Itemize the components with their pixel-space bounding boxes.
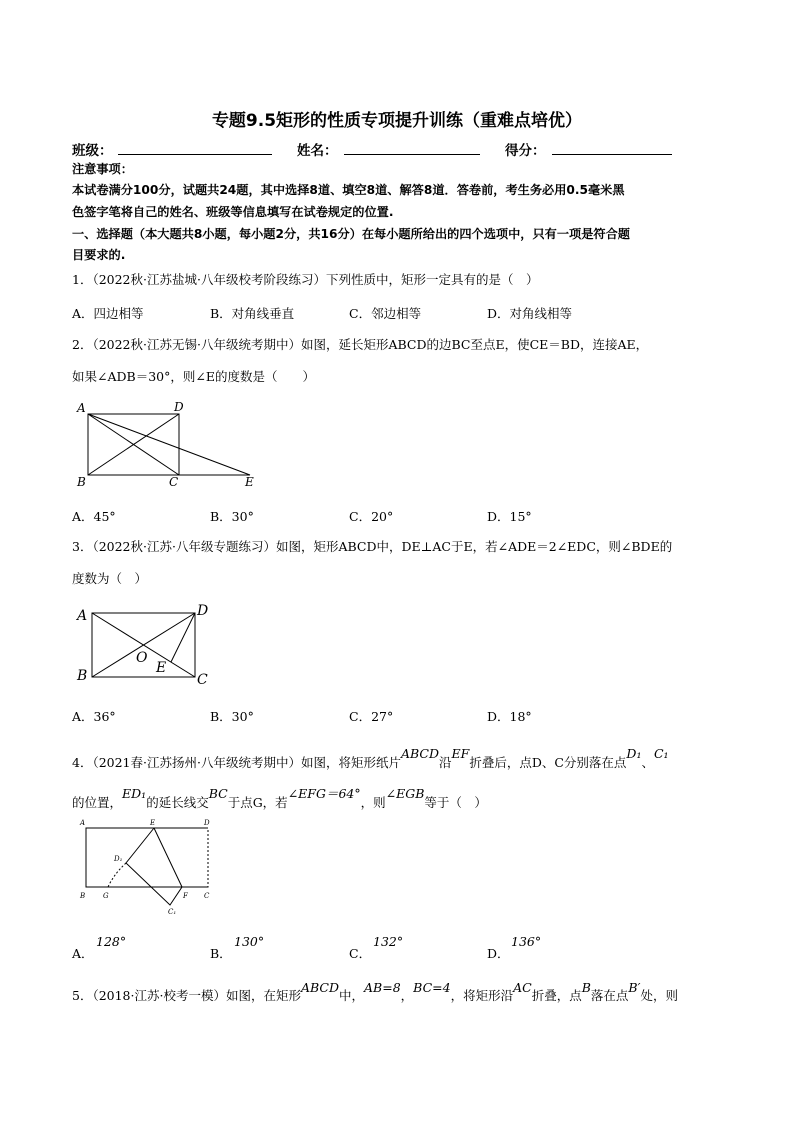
- q1-option-c[interactable]: C．邻边相等: [349, 306, 422, 321]
- q5-math-abcd: ABCD: [300, 980, 339, 995]
- q4-option-b-value[interactable]: 130°: [234, 934, 265, 949]
- q4-math-abcd: ABCD: [400, 746, 439, 761]
- q5-math-b: B: [581, 980, 591, 995]
- q4-math-efg: ∠EFG＝64°: [287, 786, 361, 801]
- q4-label-g: G: [103, 892, 109, 900]
- q4-math-d1: D₁: [626, 746, 642, 761]
- q2-option-d[interactable]: D．15°: [487, 509, 532, 524]
- q2-option-a[interactable]: A．45°: [72, 509, 116, 524]
- q3-label-b: B: [77, 668, 88, 684]
- q3-label-e: E: [156, 660, 167, 676]
- q5-text: ，: [400, 988, 414, 1003]
- q1-option-a[interactable]: A．四边相等: [72, 306, 144, 321]
- q4-text: 等于（ ）: [424, 795, 487, 810]
- q4-label-d: D: [204, 819, 210, 827]
- q4-math-bc: BC: [208, 786, 228, 801]
- q5-text: 处，则: [640, 988, 678, 1003]
- q3-stem-line2: 度数为（ ）: [72, 571, 148, 586]
- q4-text: ，则: [360, 795, 386, 810]
- section-heading-line2: 目要求的.: [72, 248, 126, 262]
- class-field[interactable]: [118, 138, 272, 155]
- q4-text: 于点G，若: [227, 795, 288, 810]
- q2-label-e: E: [245, 475, 254, 489]
- q1-option-d[interactable]: D．对角线相等: [487, 306, 573, 321]
- section-heading-line1: 一、选择题（本大题共8小题，每小题2分，共16分）在每小题所给出的四个选项中，只有一项是符合题: [72, 227, 630, 241]
- q4-math-ef: EF: [451, 746, 470, 761]
- name-field[interactable]: [344, 138, 480, 155]
- q3-label-o: O: [136, 650, 148, 666]
- q5-text: 落在点: [590, 988, 629, 1003]
- q2-option-b[interactable]: B．30°: [210, 509, 254, 524]
- q5-math-ab: AB=8: [364, 980, 401, 995]
- q3-figure: [70, 600, 220, 690]
- q4-option-d-label[interactable]: D．: [487, 946, 510, 961]
- q4-option-c-value[interactable]: 132°: [373, 934, 404, 949]
- q4-text: 的位置，: [72, 795, 123, 810]
- q4-label-d1: D₁: [114, 855, 123, 863]
- q5-text: 5．（2018·江苏·校考一模）如图，在矩形: [72, 988, 301, 1003]
- q2-label-d: D: [174, 400, 184, 414]
- q4-label-e: E: [150, 819, 156, 827]
- q4-text: 、: [641, 755, 654, 770]
- q3-label-a: A: [77, 608, 88, 624]
- q4-fold-line-ef: [154, 828, 182, 887]
- q5-text: 折叠，点: [531, 988, 582, 1003]
- q3-option-d[interactable]: D．18°: [487, 709, 532, 724]
- q5-math-ac: AC: [513, 980, 532, 995]
- q2-stem-line1: 2．（2022秋·江苏无锡·八年级统考期中）如图，延长矩形ABCD的边BC至点E，使CE＝BD，连接AE，: [72, 337, 649, 352]
- q3-label-d: D: [197, 603, 209, 619]
- q3-option-c[interactable]: C．27°: [349, 709, 394, 724]
- q2-label-b: B: [77, 475, 86, 489]
- q3-option-a[interactable]: A．36°: [72, 709, 116, 724]
- q1-stem: 1．（2022秋·江苏盐城·八年级校考阶段练习）下列性质中，矩形一定具有的是（ ）: [72, 272, 539, 287]
- q4-option-a-value[interactable]: 128°: [96, 934, 127, 949]
- q4-text: 沿: [439, 755, 452, 770]
- q5-math-bc: BC=4: [413, 980, 451, 995]
- q4-figure: [70, 814, 220, 920]
- q4-math-ed1: ED₁: [122, 786, 147, 801]
- q2-segment-ae: [88, 414, 250, 475]
- name-label: 姓名：: [297, 143, 338, 159]
- q4-label-b: B: [80, 892, 86, 900]
- q3-label-c: C: [197, 672, 208, 688]
- q4-stem-line2: [72, 786, 487, 811]
- q4-math-c1: C₁: [653, 746, 669, 761]
- q5-text: ，将矩形沿: [450, 988, 514, 1003]
- notice-title: 注意事项：: [72, 162, 133, 176]
- q5-math-b-prime: B′: [628, 980, 641, 995]
- notice-text-line2: 色签字笔将自己的姓名、班级等信息填写在试卷规定的位置.: [72, 205, 394, 219]
- q4-math-egb: ∠EGB: [385, 786, 425, 801]
- q4-label-c1: C₁: [168, 908, 177, 916]
- q4-folded-flap: [126, 828, 182, 905]
- class-label: 班级：: [72, 143, 113, 159]
- score-field[interactable]: [552, 138, 672, 155]
- q4-folded-part-dotted: [154, 828, 208, 887]
- q4-text: 的延长线交: [146, 795, 209, 810]
- q4-text: 折叠后，点D、C分别落在点: [469, 755, 627, 770]
- q2-label-c: C: [169, 475, 179, 489]
- q2-option-c[interactable]: C．20°: [349, 509, 394, 524]
- q2-label-a: A: [77, 401, 86, 415]
- q4-option-a-label[interactable]: A．: [72, 946, 94, 961]
- q4-label-a: A: [80, 819, 86, 827]
- q4-option-b-label[interactable]: B．: [210, 946, 232, 961]
- score-label: 得分：: [505, 143, 546, 159]
- q1-option-b[interactable]: B．对角线垂直: [210, 306, 295, 321]
- q3-stem-line1: 3．（2022秋·江苏·八年级专题练习）如图，矩形ABCD中，DE⊥AC于E，若∠ADE＝2∠EDC，则∠BDE的: [72, 539, 673, 554]
- q4-option-c-label[interactable]: C．: [349, 946, 372, 961]
- q4-option-d-value[interactable]: 136°: [511, 934, 542, 949]
- q4-text: 4．（2021春·江苏扬州·八年级统考期中）如图，将矩形纸片: [72, 755, 401, 770]
- q4-extension-dotted: [108, 863, 126, 887]
- q4-label-c: C: [204, 892, 210, 900]
- q4-label-f: F: [183, 892, 188, 900]
- q2-stem-line2: 如果∠ADB＝30°，则∠E的度数是（ ）: [72, 369, 315, 384]
- q2-figure: [70, 398, 270, 490]
- q3-option-b[interactable]: B．30°: [210, 709, 254, 724]
- q4-stem-line1: [72, 746, 669, 771]
- notice-text-line1: 本试卷满分100分，试题共24题，其中选择8道、填空8道、解答8道．答卷前，考生务必用0.5毫米黑: [72, 183, 625, 197]
- q5-text: 中，: [339, 988, 365, 1003]
- page-title: 专题9.5矩形的性质专项提升训练（重难点培优）: [211, 111, 583, 131]
- q5-stem-line1: [72, 980, 678, 1004]
